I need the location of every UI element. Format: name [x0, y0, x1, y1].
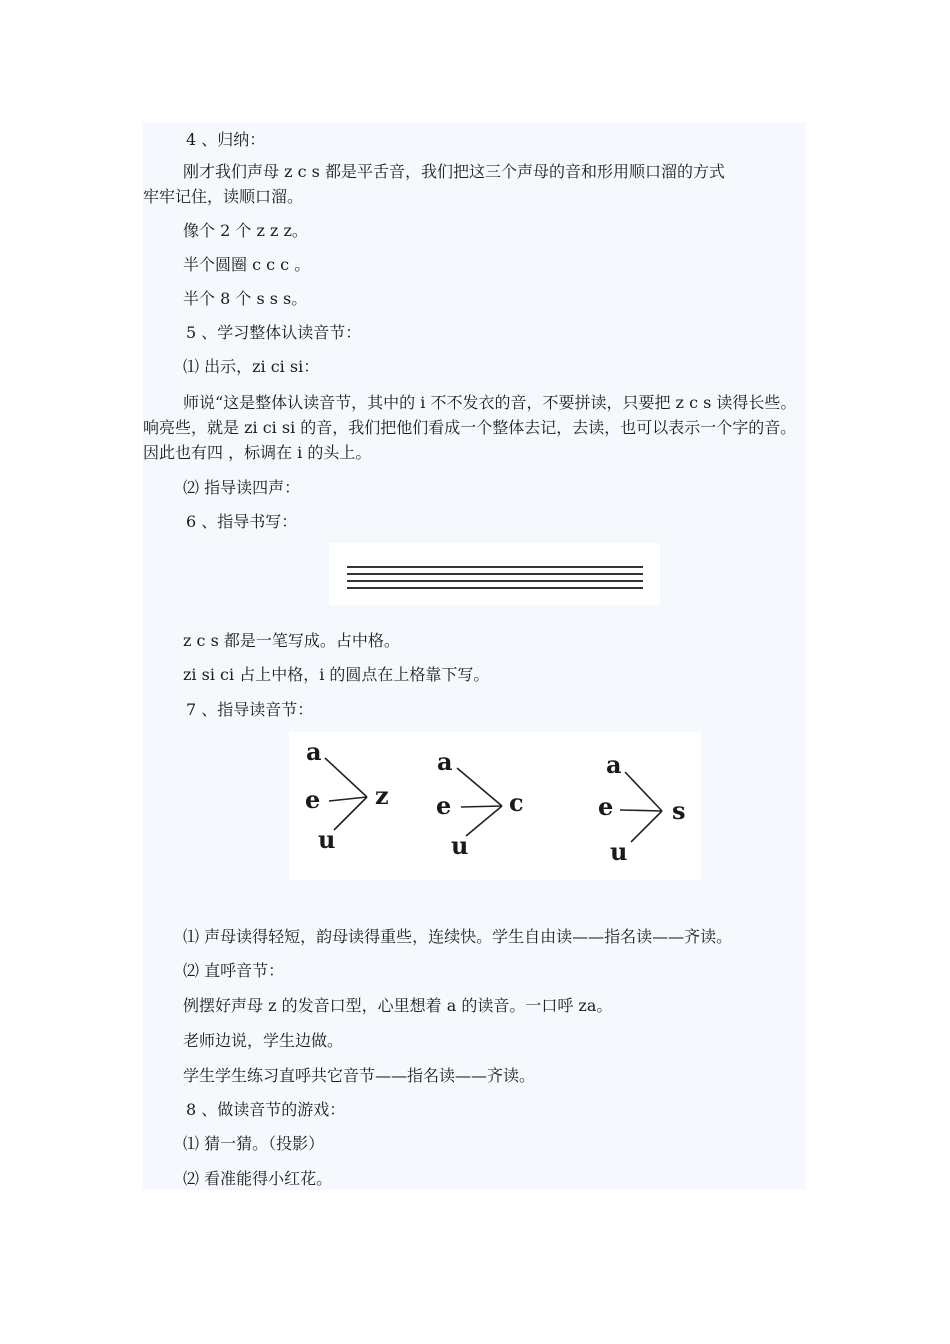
writing-lines-figure: [329, 543, 660, 605]
step-show-syllables: ⑴ 出示，zi ci si：: [183, 357, 320, 376]
syllable-group-c: [436, 747, 524, 860]
syllable-group-z: [305, 737, 389, 854]
writing-line-3: [347, 580, 643, 582]
final-a: a: [437, 747, 453, 776]
syllable-group-s: [598, 750, 686, 866]
game-guess: ⑴ 猜一猜。（投影）: [183, 1134, 325, 1153]
step-four-tones: ⑵ 指导读四声：: [183, 478, 301, 497]
paragraph-summary-line-1: 刚才我们声母 z c s 都是平舌音，我们把这三个声母的音和形用顺口溜的方式: [183, 162, 725, 181]
arrow-stroke-middle: [620, 810, 662, 811]
section-heading-7: 7 、指导读音节：: [186, 700, 314, 719]
final-u: u: [451, 831, 469, 860]
final-e: e: [436, 791, 452, 820]
arrow-stroke-top: [325, 758, 367, 797]
section-heading-5: 5 、学习整体认读音节：: [186, 323, 362, 342]
step-read-lightly: ⑴ 声母读得轻短，韵母读得重些，连续快。学生自由读——指名读——齐读。: [183, 927, 733, 946]
paragraph-teacher-says: [143, 390, 806, 465]
syllable-diagram: [289, 732, 701, 880]
paragraph-summary: [143, 159, 806, 209]
teacher-student-note: 老师边说，学生边做。: [183, 1031, 344, 1050]
step-direct-call: ⑵ 直呼音节：: [183, 961, 285, 980]
syllable-spelling-figure: [289, 732, 701, 880]
writing-note-zcs: z c s 都是一笔写成。占中格。: [183, 631, 400, 650]
final-u: u: [318, 825, 336, 854]
paragraph-summary-line-2: 牢牢记住，读顺口溜。: [143, 187, 304, 206]
rhyme-line-s: 半个 8 个 s s s。: [183, 289, 308, 308]
initial-z: z: [375, 781, 389, 810]
final-e: e: [598, 792, 614, 821]
paragraph-teacher-says-text: 师说“这是整体认读音节，其中的 i 不不发衣的音，不要拼读，只要把 z c s 读得长些。响亮些，就是 zi ci si 的音，我们把他们看成一个整体去记，去读，也可以表示一个字的音。因此也有四 ，标调在 i 的头上。: [143, 393, 797, 462]
section-heading-6: 6 、指导书写：: [186, 512, 298, 531]
arrow-stroke-bottom: [466, 806, 502, 836]
arrow-stroke-bottom: [631, 811, 662, 842]
writing-line-2: [347, 573, 643, 575]
final-a: a: [306, 737, 322, 766]
writing-note-zi-si-ci: zi si ci 占上中格，i 的圆点在上格靠下写。: [183, 665, 490, 684]
example-za: 例摆好声母 z 的发音口型，心里想着 a 的读音。一口呼 za。: [183, 996, 613, 1015]
initial-s: s: [672, 796, 686, 825]
final-u: u: [610, 837, 628, 866]
section-heading-4: 4 、归纳：: [186, 130, 266, 149]
final-e: e: [305, 785, 321, 814]
arrow-stroke-top: [457, 768, 502, 806]
document-body: [143, 122, 806, 1190]
initial-c: c: [509, 788, 524, 817]
section-heading-8: 8 、做读音节的游戏：: [186, 1100, 346, 1119]
writing-line-1: [347, 566, 643, 568]
rhyme-line-c: 半个圆圈 c c c 。: [183, 255, 311, 274]
arrow-stroke-bottom: [334, 797, 367, 830]
writing-line-4: [347, 587, 643, 589]
practice-note: 学生学生练习直呼共它音节——指名读——齐读。: [183, 1066, 536, 1085]
final-a: a: [606, 750, 622, 779]
rhyme-line-z: 像个 2 个 z z z。: [183, 221, 308, 240]
arrow-stroke-top: [625, 772, 662, 811]
arrow-stroke-middle: [329, 797, 367, 801]
arrow-stroke-middle: [461, 806, 502, 807]
game-red-flower: ⑵ 看准能得小红花。: [183, 1169, 333, 1188]
